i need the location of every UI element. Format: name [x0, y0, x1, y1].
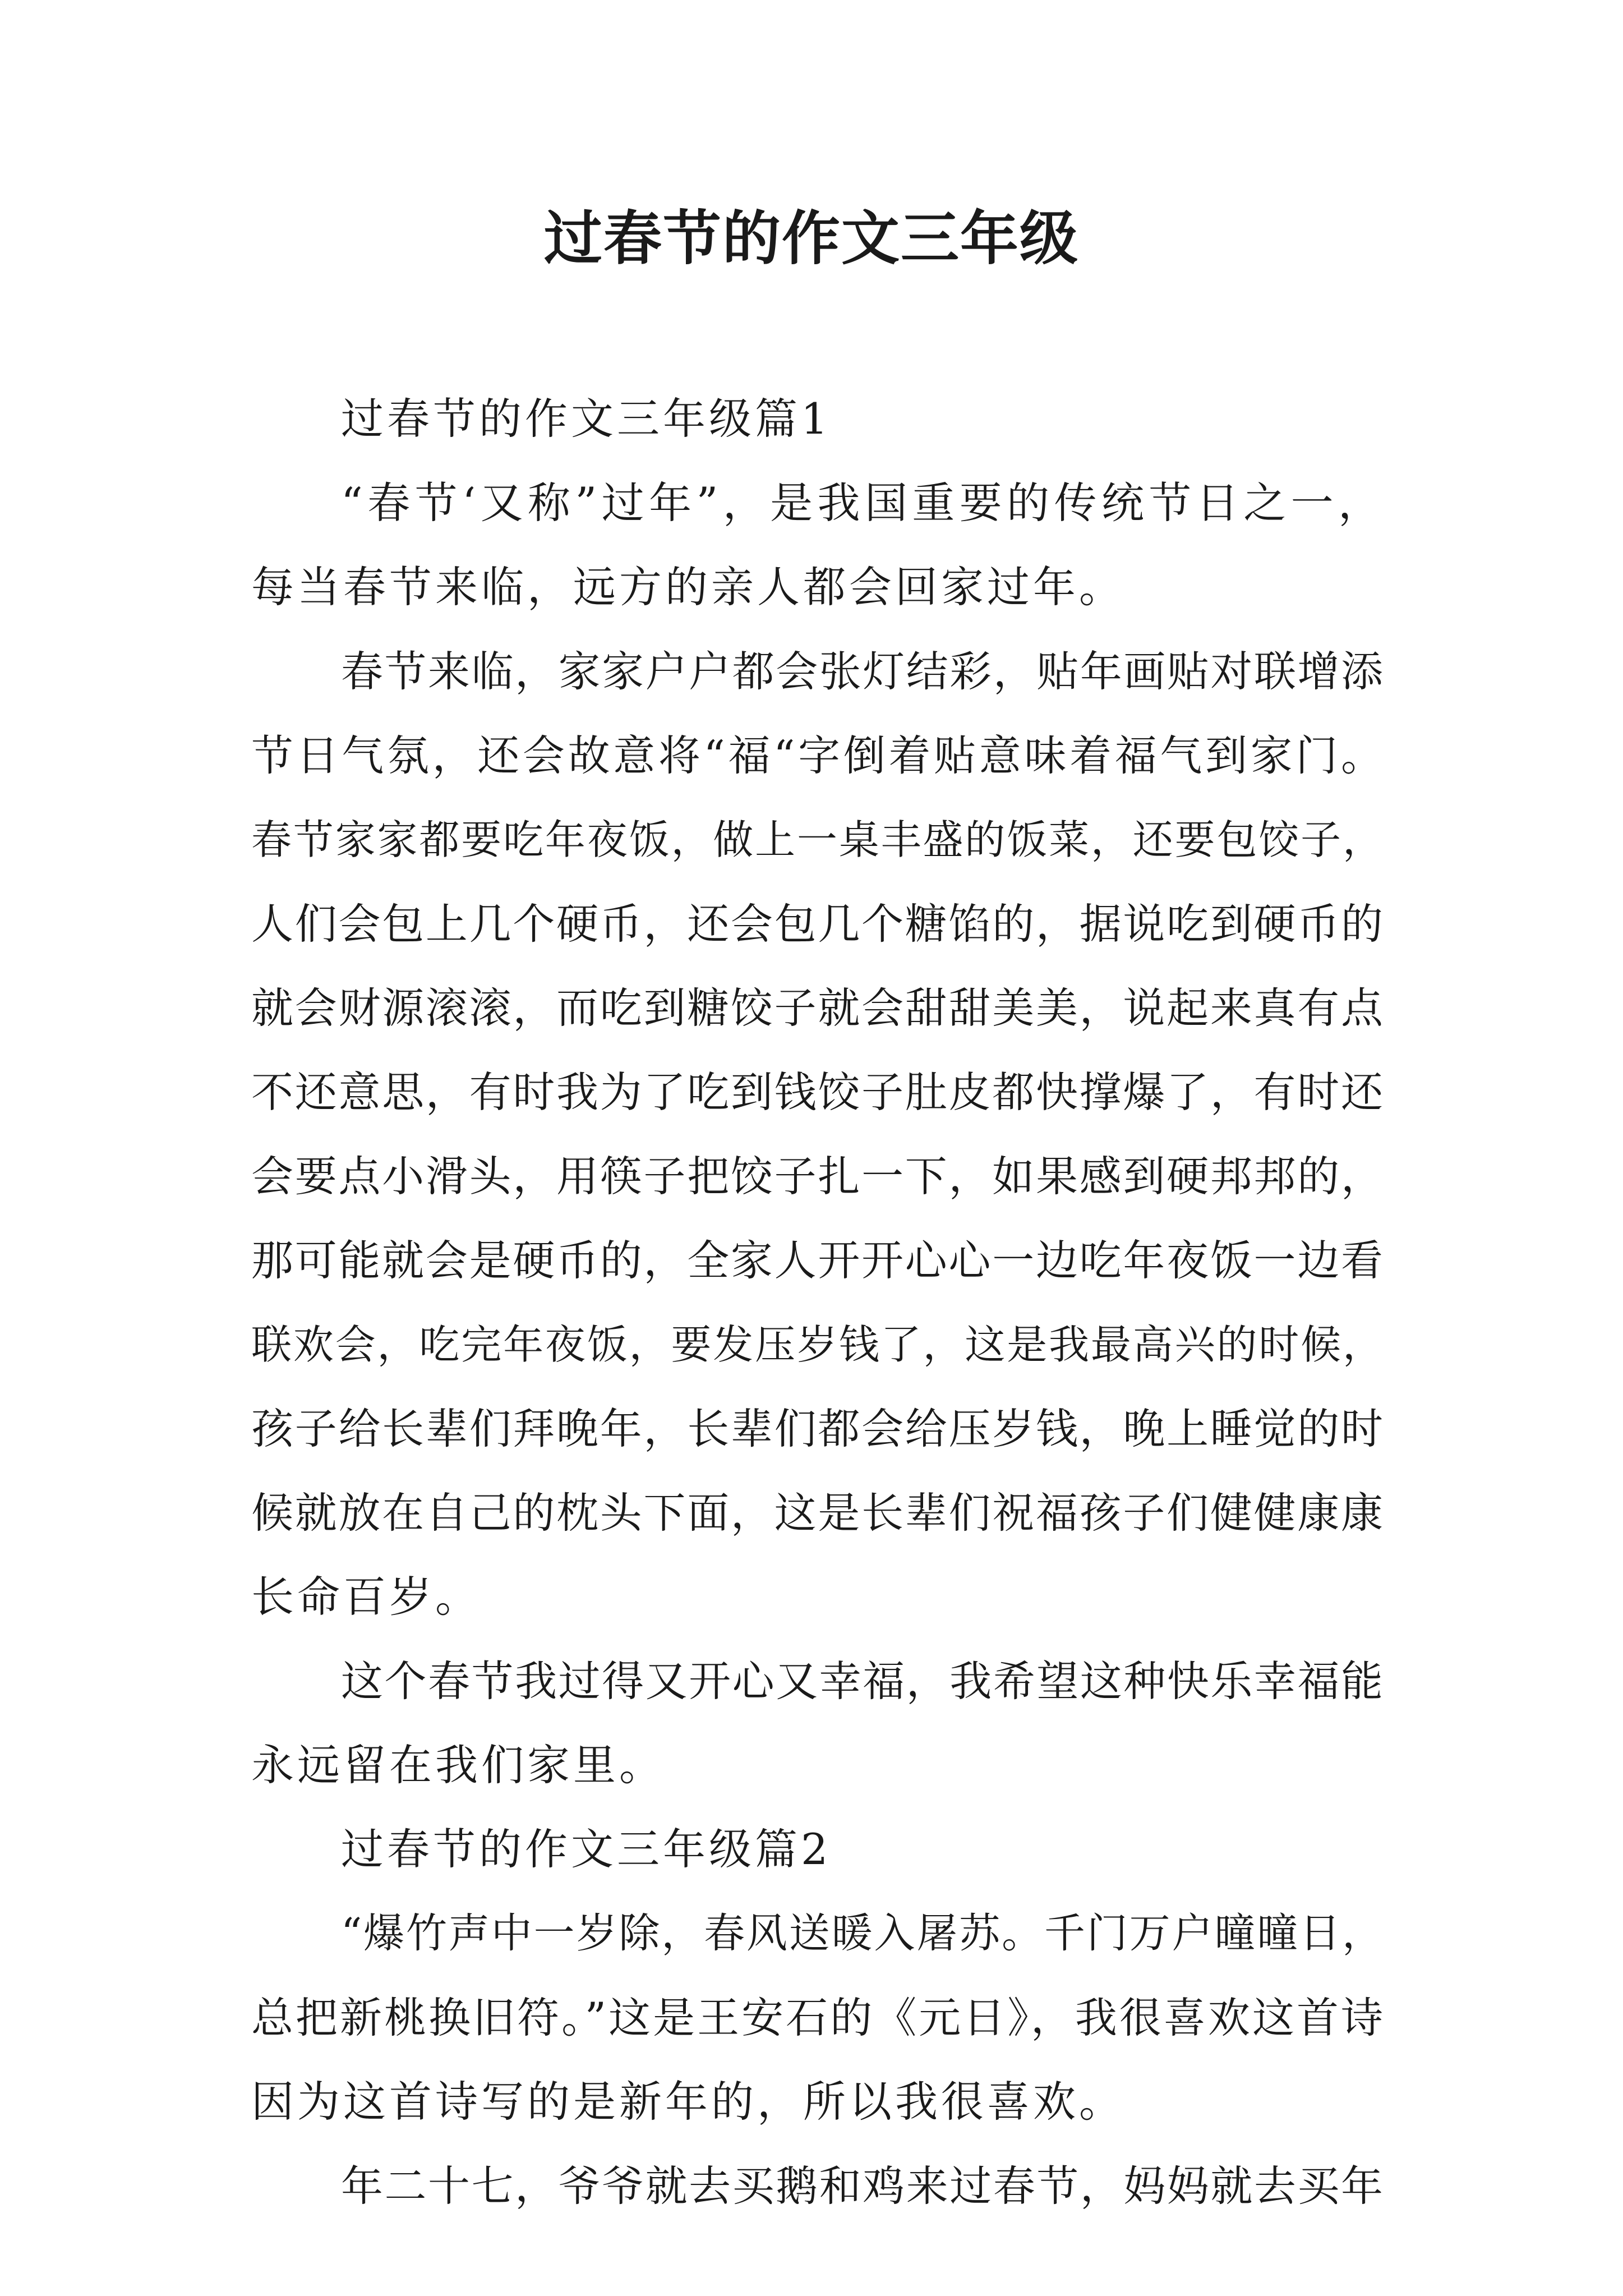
- text-line: 每当春节来临，远方的亲人都会回家过年。: [251, 562, 1125, 612]
- text-line: 联欢会，吃完年夜饭，要发压岁钱了，这是我最高兴的时候，: [251, 1321, 1384, 1368]
- text-line: 永远留在我们家里。: [251, 1740, 665, 1790]
- text-line: “爆竹声中一岁除，春风送暖入屠苏。千门万户曈曈日，: [341, 1910, 1384, 1957]
- text-line: 候就放在自己的枕头下面，这是长辈们祝福孩子们健健康康: [251, 1488, 1384, 1538]
- text-line: 那可能就会是硬币的，全家人开开心心一边吃年夜饭一边看: [251, 1236, 1384, 1285]
- essay-body: [251, 377, 1384, 2228]
- text-line: 孩子给长辈们拜晚年，长辈们都会给压岁钱，晚上睡觉的时: [251, 1404, 1384, 1453]
- text-line: 春节来临，家家户户都会张灯结彩，贴年画贴对联增添: [341, 647, 1384, 696]
- text-line: “春节‘又称”过年”，是我国重要的传统节日之一，: [341, 478, 1384, 528]
- text-line: 过春节的作文三年级篇1: [341, 394, 832, 444]
- text-line: 节日气氛，还会故意将“福“字倒着贴意味着福气到家门。: [251, 731, 1384, 780]
- text-line: 年二十七，爷爷就去买鹅和鸡来过春节，妈妈就去买年: [341, 2161, 1384, 2211]
- text-line: 因为这首诗写的是新年的，所以我很喜欢。: [251, 2077, 1125, 2127]
- text-line: 就会财源滚滚，而吃到糖饺子就会甜甜美美，说起来真有点: [251, 983, 1384, 1033]
- text-line: 总把新桃换旧符。”这是王安石的《元日》，我很喜欢这首诗: [251, 1993, 1384, 2042]
- text-line: 春节家家都要吃年夜饭，做上一桌丰盛的饭菜，还要包饺子，: [251, 816, 1384, 863]
- text-line: 长命百岁。: [251, 1572, 481, 1622]
- page-title: 过春节的作文三年级: [543, 204, 1079, 273]
- text-line: 过春节的作文三年级篇2: [341, 1824, 832, 1874]
- text-line: 这个春节我过得又开心又幸福，我希望这种快乐幸福能: [341, 1657, 1384, 1706]
- text-line: 不还意思，有时我为了吃到钱饺子肚皮都快撑爆了，有时还: [251, 1068, 1384, 1117]
- text-line: 人们会包上几个硬币，还会包几个糖馅的，据说吃到硬币的: [251, 899, 1384, 949]
- text-line: 会要点小滑头，用筷子把饺子扎一下，如果感到硬邦邦的，: [251, 1152, 1384, 1201]
